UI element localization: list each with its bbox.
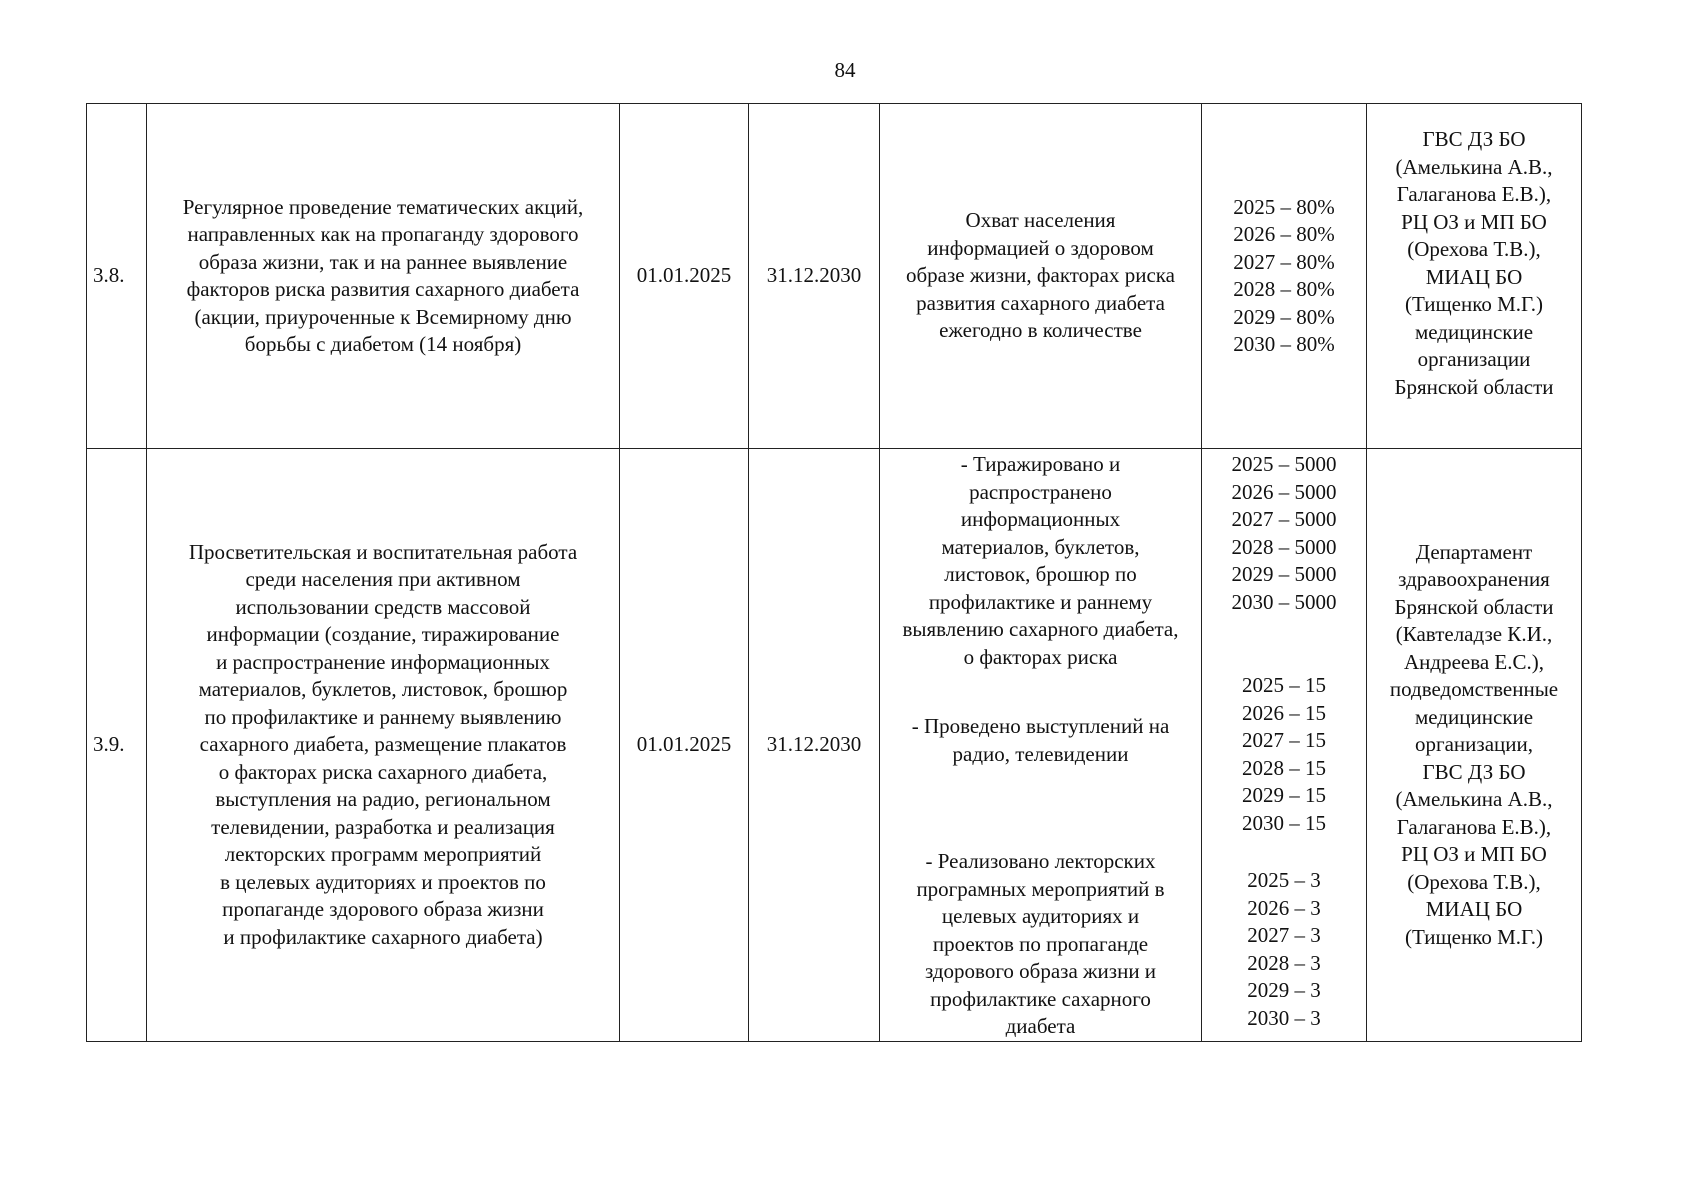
target-value: 2027 – 15 (1242, 728, 1326, 752)
target-value: 2025 – 3 (1247, 868, 1321, 892)
target-value: 2026 – 80% (1233, 222, 1335, 246)
event-description (147, 104, 620, 449)
executor-line: здравоохранения (1398, 567, 1550, 591)
page-number: 84 (834, 58, 856, 82)
end-date: 31.12.2030 (749, 449, 880, 1042)
row-number: 3.9. (87, 449, 147, 1042)
indicator-line: выявлению сахарного диабета, (902, 617, 1179, 641)
executor-line: организации (1417, 347, 1531, 371)
indicator (880, 104, 1202, 449)
target-value: 2026 – 3 (1247, 895, 1321, 920)
executor-line: (Орехова Т.В.), (1407, 869, 1541, 894)
indicator-line: здорового образа жизни и (924, 959, 1157, 983)
executor-line: ГВС ДЗ БО (1422, 759, 1526, 784)
indicator-line: целевых аудиториях и (941, 904, 1140, 928)
measures-table (86, 103, 1582, 1042)
indicators (880, 449, 1202, 1042)
event-line: Просветительская и воспитательная работа (188, 539, 578, 564)
executor-line: (Тищенко М.Г.) (1404, 924, 1544, 949)
executor-line: (Амелькина А.В., (1395, 154, 1553, 179)
executor-line: РЦ ОЗ и МП БО (1401, 209, 1547, 234)
target-value: 2028 – 5000 (1231, 534, 1337, 559)
event-line: Регулярное проведение тематических акций, (182, 194, 584, 219)
target-value: 2028 – 15 (1242, 755, 1326, 780)
indicator-line: материалов, буклетов, (941, 534, 1140, 559)
executor-line: Департамент (1415, 539, 1533, 564)
indicator-line: диабета (1005, 1014, 1076, 1038)
target-value: 2029 – 3 (1247, 978, 1321, 1002)
event-line: (акции, приуроченные к Всемирному дню (194, 304, 572, 329)
target-value: 2028 – 80% (1233, 277, 1335, 301)
event-line: информации (создание, тиражирование (206, 622, 560, 646)
executor-line: (Кавтеладзе К.И., (1395, 622, 1553, 646)
event-line: направленных как на пропаганду здорового (187, 222, 579, 246)
targets-2 (1205, 672, 1363, 837)
target-value: 2026 – 5000 (1231, 479, 1337, 504)
event-line: среди населения при активном (245, 567, 521, 591)
targets-3 (1205, 867, 1363, 1032)
event-line: и распространение информационных (216, 649, 550, 674)
row-number: 3.8. (87, 104, 147, 449)
indicator-line: ежегодно в количестве (939, 318, 1142, 343)
executors (1367, 104, 1582, 449)
targets-1 (1205, 451, 1363, 616)
start-date: 01.01.2025 (620, 449, 749, 1042)
executor-line: медицинские (1414, 704, 1534, 729)
start-date: 01.01.2025 (620, 104, 749, 449)
event-line: телевидении, разработка и реализация (211, 814, 555, 839)
indicator-1 (883, 451, 1198, 671)
executor-line: (Амелькина А.В., (1395, 787, 1553, 811)
indicator-line: - Проведено выступлений на (911, 714, 1170, 738)
event-line: и профилактике сахарного диабета) (223, 924, 543, 949)
target-value: 2030 – 15 (1242, 810, 1326, 835)
indicator-2 (883, 713, 1198, 768)
indicator-line: профилактике сахарного (930, 986, 1151, 1011)
executor-line: Андреева Е.С.), (1403, 649, 1545, 674)
target-value: 2029 – 80% (1233, 304, 1335, 329)
indicator-line: информацией о здоровом (927, 235, 1154, 260)
executor-line: МИАЦ БО (1425, 897, 1523, 921)
indicator-line: програмных мероприятий в (916, 876, 1165, 901)
event-line: сахарного диабета, размещение плакатов (199, 732, 567, 756)
target-value: 2029 – 5000 (1231, 562, 1337, 586)
end-date: 31.12.2030 (749, 104, 880, 449)
executor-line: организации, (1415, 732, 1533, 756)
indicator-line: - Тиражировано и (960, 452, 1121, 476)
indicator-line: о факторах риска (963, 644, 1118, 669)
target-value: 2025 – 80% (1233, 194, 1335, 219)
indicator-line: Охват населения (965, 208, 1116, 233)
executor-line: Брянской области (1394, 374, 1554, 399)
indicator-line: распространено (969, 479, 1112, 504)
event-line: в целевых аудиториях и проектов по (220, 869, 546, 894)
indicator-line: - Реализовано лекторских (925, 849, 1156, 873)
target-value: 2025 – 15 (1242, 673, 1326, 697)
event-line: борьбы с диабетом (14 ноября) (244, 332, 522, 356)
executor-line: ГВС ДЗ БО (1422, 127, 1526, 151)
executor-line: МИАЦ БО (1425, 264, 1523, 289)
executor-line: (Тищенко М.Г.) (1404, 292, 1544, 316)
indicator-line: информационных (960, 507, 1121, 531)
target-value: 2025 – 5000 (1231, 452, 1337, 476)
executor-line: РЦ ОЗ и МП БО (1401, 842, 1547, 866)
event-line: факторов риска развития сахарного диабета (186, 277, 580, 301)
executor-line: Галаганова Е.В.), (1396, 814, 1552, 839)
target-value: 2027 – 5000 (1231, 507, 1337, 531)
event-line: выступления на радио, региональном (215, 787, 551, 811)
event-line: пропаганде здорового образа жизни (222, 897, 544, 921)
executor-line: Брянской области (1394, 594, 1554, 619)
target-value: 2027 – 3 (1247, 923, 1321, 947)
target-value: 2029 – 15 (1242, 783, 1326, 807)
executor-line: Галаганова Е.В.), (1396, 182, 1552, 206)
target-value: 2030 – 3 (1247, 1005, 1321, 1030)
indicator-line: образе жизни, факторах риска (906, 263, 1175, 288)
event-line: лекторских программ мероприятий (224, 842, 542, 866)
event-line: о факторах риска сахарного диабета, (218, 759, 548, 784)
indicator-line: профилактике и раннему (928, 589, 1153, 614)
indicator-line: развития сахарного диабета (916, 290, 1165, 315)
executor-line: (Орехова Т.В.), (1407, 237, 1541, 261)
executor-line: подведомственные (1389, 677, 1559, 701)
table-row-3-9 (87, 449, 1582, 1042)
target-values (1202, 104, 1367, 449)
event-line: использовании средств массовой (235, 594, 531, 619)
target-value: 2028 – 3 (1247, 950, 1321, 975)
target-values (1202, 449, 1367, 1042)
event-line: материалов, буклетов, листовок, брошюр (198, 677, 568, 701)
indicator-line: проектов по пропаганде (932, 931, 1149, 956)
target-value: 2030 – 80% (1233, 332, 1335, 356)
target-value: 2027 – 80% (1233, 249, 1335, 274)
executors (1367, 449, 1582, 1042)
executor-line: медицинские (1414, 319, 1534, 344)
event-line: по профилактике и раннему выявлению (204, 704, 562, 729)
target-value: 2026 – 15 (1242, 700, 1326, 725)
indicator-line: листовок, брошюр по (944, 562, 1137, 586)
indicator-line: радио, телевидении (952, 741, 1129, 766)
event-description (147, 449, 620, 1042)
table-row-3-8 (87, 104, 1582, 449)
target-value: 2030 – 5000 (1231, 589, 1337, 614)
event-line: образа жизни, так и на раннее выявление (198, 249, 568, 274)
indicator-3 (883, 848, 1198, 1041)
